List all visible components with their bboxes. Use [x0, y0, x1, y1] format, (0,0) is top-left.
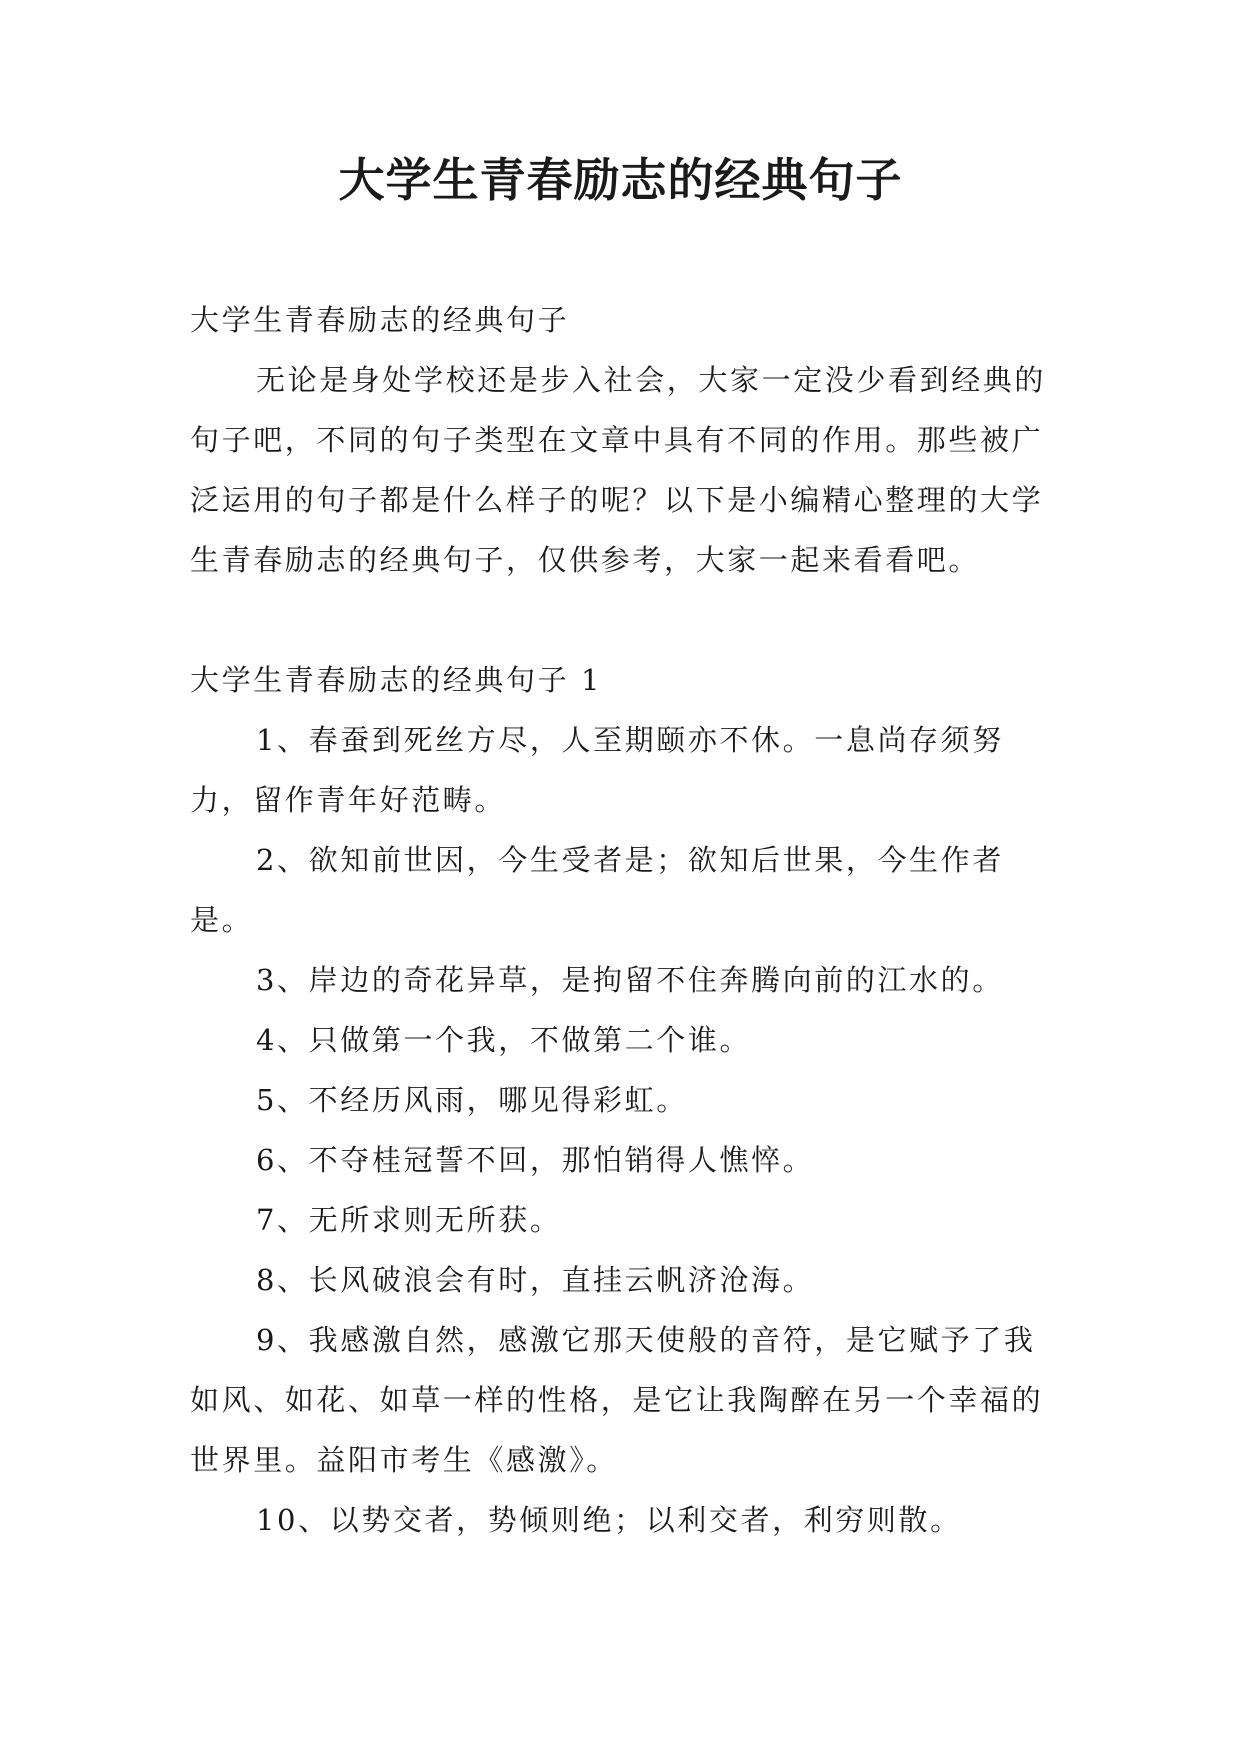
section-heading: 大学生青春励志的经典句子 1	[190, 663, 603, 697]
document-title: 大学生青春励志的经典句子	[338, 153, 903, 207]
list-item: 6、不夺桂冠誓不回，那怕销得人憔悴。	[256, 1143, 815, 1177]
list-item: 2、欲知前世因，今生受者是；欲知后世果，今生作者是。	[190, 843, 1004, 937]
list-item: 10、以势交者，势倾则绝；以利交者，利穷则散。	[256, 1503, 962, 1537]
intro-paragraph: 无论是身处学校还是步入社会，大家一定没少看到经典的句子吧，不同的句子类型在文章中具有不同的作用。那些被广泛运用的句子都是什么样子的呢？以下是小编精心整理的大学生青春励志的经典句子，仅供参考，大家一起来看看吧。	[190, 363, 1047, 577]
list-item: 5、不经历风雨，哪见得彩虹。	[256, 1083, 688, 1117]
list-item: 3、岸边的奇花异草，是拘留不住奔腾向前的江水的。	[256, 963, 1004, 997]
paragraph-spacer	[190, 590, 1052, 650]
list-item: 9、我感激自然，感激它那天使般的音符，是它赋予了我如风、如花、如草一样的性格，是它让我陶醉在另一个幸福的世界里。益阳市考生《感激》。	[190, 1323, 1044, 1477]
subtitle: 大学生青春励志的经典句子	[190, 303, 570, 337]
list-item: 7、无所求则无所获。	[256, 1203, 562, 1237]
list-item: 8、长风破浪会有时，直挂云帆济沧海。	[256, 1263, 815, 1297]
list-item: 1、春蚕到死丝方尽，人至期颐亦不休。一息尚存须努力，留作青年好范畴。	[190, 723, 1004, 817]
document-body	[190, 290, 1052, 1550]
list-item: 4、只做第一个我，不做第二个谁。	[256, 1023, 752, 1057]
